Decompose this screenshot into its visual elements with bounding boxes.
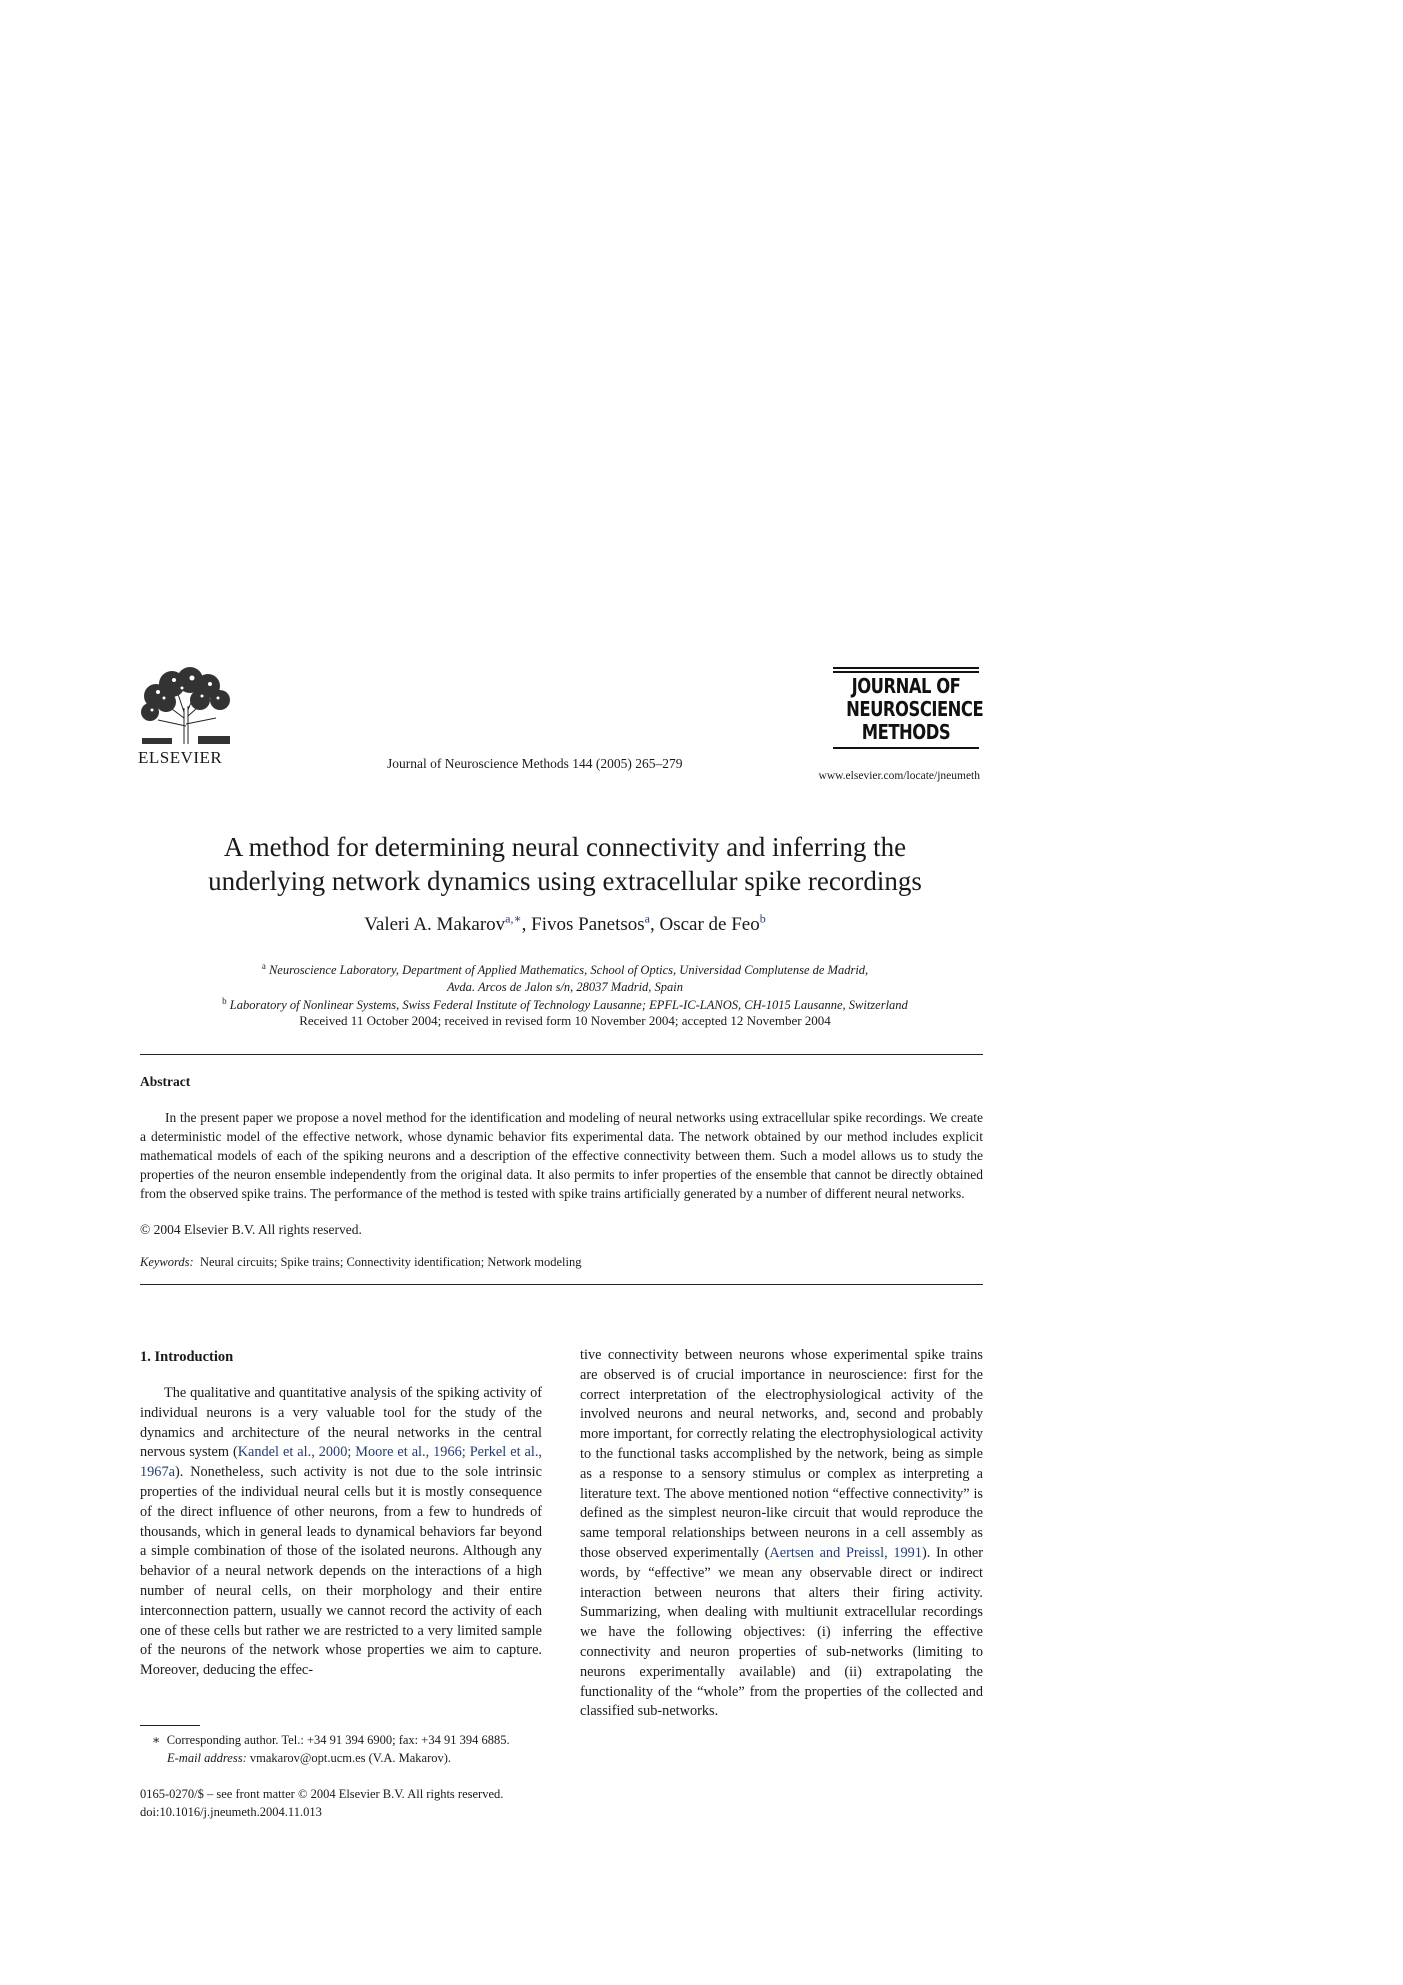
keywords-list: Neural circuits; Spike trains; Connectivity identification; Network modeling — [199, 1255, 582, 1269]
elsevier-tree-logo — [138, 666, 234, 746]
affiliation-text: Neuroscience Laboratory, Department of Applied Mathematics, School of Optics, Universidad Complutense de Madrid, — [268, 963, 869, 978]
journal-brand-logo — [833, 667, 984, 751]
publisher-name: ELSEVIER — [138, 748, 223, 767]
received-dates: Received 11 October 2004; received in revised form 10 November 2004; accepted 12 November 2004 — [299, 1013, 831, 1028]
keywords-label: Keywords: — [140, 1255, 194, 1269]
abstract-copyright: © 2004 Elsevier B.V. All rights reserved. — [140, 1222, 362, 1237]
divider-bottom — [140, 1284, 983, 1285]
title-line-2: underlying network dynamics using extracellular spike recordings — [208, 866, 922, 896]
author-name: Valeri A. Makarov — [364, 914, 506, 935]
author-list: Valeri A. Makarov$^{a,∗}$, Fivos Panetsos$^a$, Oscar de Feo$^b$ — [364, 911, 766, 935]
author-affil-mark[interactable]: b — [759, 911, 766, 926]
affiliation-text: Laboratory of Nonlinear Systems, Swiss Federal Institute of Technology Lausanne; EPFL-IC-LANOS, CH-1015 Lausanne, Switzerland — [229, 998, 908, 1013]
affiliation-mark: a — [261, 961, 266, 971]
brand-rule-top — [833, 667, 979, 669]
affiliation-a — [140, 958, 990, 996]
footnote-mark: ∗ — [152, 1733, 161, 1747]
paragraph-text: ). In other words, by “effective” we mean any observable direct or indirect interaction between neurons that alters their firing activity. Summarizing, when dealing with multiunit extracellular recordings we have the following objectives: (i) inferring the effective connectivity and neuron properties of sub-networks (limiting to neurons experimentally available) and (ii) extrapolating the functionality of the “whole” from the properties of the collected and classified sub-networks. — [580, 1544, 983, 1720]
brand-line-3: METHODS — [861, 720, 951, 744]
affiliation-mark: b — [222, 996, 227, 1006]
issn-line: 0165-0270/$ – see front matter © 2004 Elsevier B.V. All rights reserved. — [140, 1787, 504, 1801]
footnote — [140, 1731, 560, 1767]
doi-line[interactable]: doi:10.1016/j.jneumeth.2004.11.013 — [140, 1805, 322, 1819]
abstract-body: In the present paper we propose a novel method for the identification and modeling of neural networks using extracellular spike recordings. We create a deterministic model of the effective network, whose dynamic behavior fits experimental data. The network obtained by our method includes explicit mathematical models of each of the spiking neurons and a description of the effective connectivity between them. Such a model allows us to study the properties of the neuron ensemble independently from the original data. It also permits to infer properties of the ensemble that cannot be directly obtained from the observed spike trains. The performance of the method is tested with spike trains artificially generated by a number of different neural networks. — [140, 1110, 983, 1201]
author-name: Oscar de Feo — [659, 914, 760, 935]
footnote-corresponding: Corresponding author. Tel.: +34 91 394 6900; fax: +34 91 394 6885. — [166, 1733, 510, 1747]
divider-top — [140, 1054, 983, 1055]
journal-citation: Journal of Neuroscience Methods 144 (2005) 265–279 — [387, 756, 683, 771]
brand-line-2: NEUROSCIENCE — [846, 697, 984, 721]
author-affil-mark[interactable]: a,∗ — [505, 911, 522, 926]
brand-line-1: JOURNAL OF — [851, 674, 961, 698]
keywords — [140, 1255, 581, 1270]
email-address[interactable]: vmakarov@opt.ucm.es (V.A. Makarov). — [249, 1751, 452, 1765]
citation-link[interactable]: Kandel et al., 2000; Moore et al., 1966; Perkel et al., 1967a — [140, 1444, 542, 1481]
affiliation-text: Avda. Arcos de Jalon s/n, 28037 Madrid, Spain — [446, 980, 684, 995]
title-line-1: A method for determining neural connectivity and inferring the — [223, 832, 907, 862]
section-heading-introduction: 1. Introduction — [140, 1349, 234, 1365]
abstract-heading: Abstract — [140, 1074, 191, 1089]
brand-rule-top-2 — [833, 671, 979, 673]
affiliation-b — [140, 993, 990, 1014]
email-label: E-mail address: — [167, 1751, 247, 1765]
author-affil-mark[interactable]: a — [644, 911, 650, 926]
footnote-rule — [140, 1725, 200, 1726]
issn-doi — [140, 1785, 560, 1821]
paragraph-text: tive connectivity between neurons whose experimental spike trains are observed is of crucial importance in neuroscience: first for the correct interpretation of the electrophysiological activity of the involved neurons and neural networks, and, second and probably more important, for correctly relating the electrophysiological activity to the functional tasks accomplished by the network, being as simple as a response to a sensory stimulus or complex as interpreting a literature text. The above mentioned notion “effective connectivity” is defined as the simplest neuron-like circuit that would reproduce the same temporal relationships between neurons in a cell assembly as those observed experimentally ( — [580, 1347, 983, 1561]
paragraph-text: ). Nonetheless, such activity is not due to the sole intrinsic properties of the individual neural cells but it is mostly consequence of the direct influence of other neurons, from a few to hundreds of thousands, which in general leads to dynamical behaviors far beyond a simple combination of those of the isolated neurons. Although any behavior of a neural network depends on the interactions of a high number of neural cells, on their morphology and their entire interconnection pattern, usually we cannot record the activity of each one of these cells but rather we are restricted to a very limited sample of the neurons of the network whose properties we aim to capture. Moreover, deducing the effec- — [140, 1464, 542, 1679]
journal-url[interactable]: www.elsevier.com/locate/jneumeth — [818, 770, 980, 782]
intro-column-right — [580, 1346, 983, 1722]
paragraph-text: The qualitative and quantitative analysis of the spiking activity of individual neurons is a very valuable tool for the study of the dynamics and architecture of the neural networks in the central nervous system ( — [140, 1385, 542, 1461]
author-name: Fivos Panetsos — [531, 914, 645, 935]
paper-title — [140, 830, 990, 898]
brand-rule-bottom — [833, 747, 979, 749]
citation-link[interactable]: Aertsen and Preissl, 1991 — [769, 1544, 922, 1561]
intro-column-left — [140, 1384, 542, 1681]
